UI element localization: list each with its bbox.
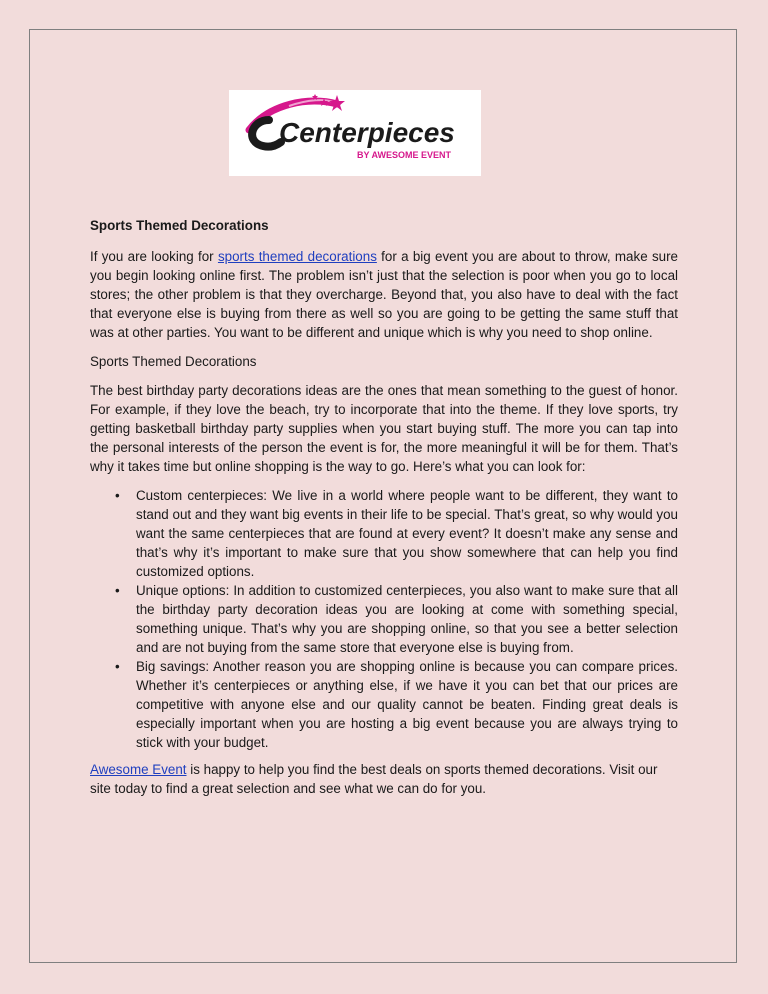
list-item-text: Big savings: Another reason you are shopping online is because you can compare prices. Whether it’s centerpieces or anything else, if we have it you can bet that our prices are competitive with anyone else and our quality cannot be beaten. Finding great deals is especially important when you are hosting a big event because you are always trying to stick with your budget. — [136, 659, 678, 750]
document-heading: Sports Themed Decorations — [90, 218, 269, 233]
list-item-text: Custom centerpieces: We live in a world where people want to be different, they want to stand out and they want big events in their life to be special. That’s great, so why would you want the same centerpieces that are found at every event? It doesn’t make any sense and that’s why it’s important to make sure that you show somewhere that can help you find customized options. — [136, 488, 678, 579]
closing-paragraph — [90, 760, 678, 798]
logo — [229, 90, 481, 176]
subheading: Sports Themed Decorations — [90, 354, 257, 369]
list-item — [90, 657, 678, 752]
bullet-icon: • — [115, 659, 120, 674]
closing-text: is happy to help you find the best deals on sports themed decorations. Visit our site today to find a great selection and see what we can do for you. — [90, 762, 658, 796]
logo-tagline: BY AWESOME EVENT — [357, 150, 452, 160]
intro-text-after: for a big event you are about to throw, make sure you begin looking online first. The problem isn’t just that the selection is poor when you go to local stores; the other problem is that they overcharge. Beyond that, you also have to deal with the fact that everyone else is buying from there as well so you are going to be getting the same stuff that was at other parties. You want to be different and unique which is why you need to shop online. — [90, 249, 678, 340]
list-item — [90, 486, 678, 581]
sports-themed-decorations-link[interactable]: sports themed decorations — [217, 249, 377, 264]
intro-text-before: If you are looking for — [90, 249, 218, 264]
bullet-icon: • — [115, 488, 120, 503]
bullet-list — [90, 486, 678, 752]
awesome-event-link[interactable]: Awesome Event — [90, 762, 187, 777]
intro-paragraph — [90, 247, 678, 342]
body-paragraph: The best birthday party decorations ideas are the ones that mean something to the guest of honor. For example, if they love the beach, try to incorporate that into the theme. If they love sports, try getting basketball birthday party supplies when you start buying stuff. The more you can tap into the personal interests of the person the event is for, the more meaningful it will be for them. That’s why it takes time but online shopping is the way to go. Here’s what you can look for: — [90, 383, 678, 474]
list-item-text: Unique options: In addition to customized centerpieces, you also want to make sure that all the birthday party decoration ideas you are looking at come with something special, something unique. That’s why you are shopping online, so that you see a better selection and are not buying from the same store that everyone else is buying from. — [136, 583, 678, 655]
logo-brand-text: Centerpieces — [279, 117, 455, 148]
star-swoosh-icon — [229, 90, 481, 176]
list-item — [90, 581, 678, 657]
bullet-icon: • — [115, 583, 120, 598]
document-body — [90, 216, 678, 808]
